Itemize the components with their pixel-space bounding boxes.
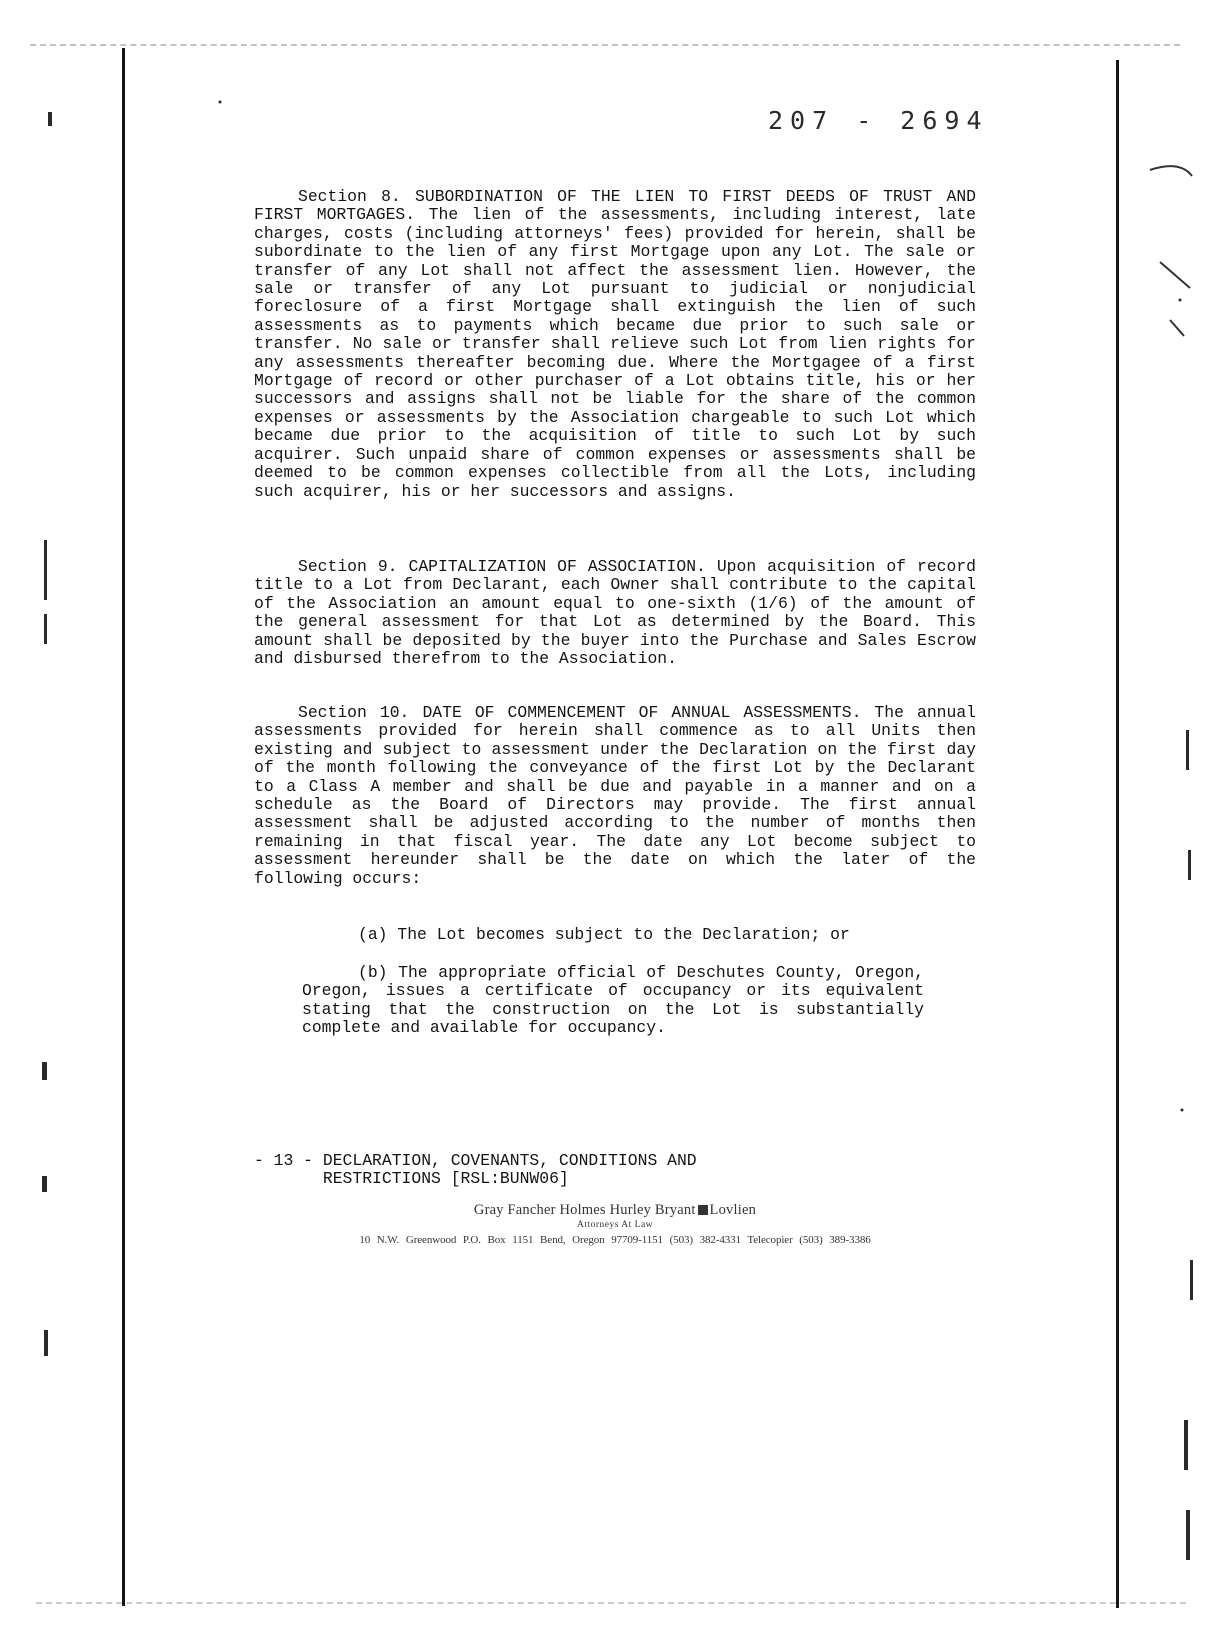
scan-bottom-edge (36, 1602, 1186, 1608)
left-border-line (122, 48, 125, 1606)
section-8-paragraph (254, 188, 976, 501)
firm-subtitle: Attorneys At Law (576, 1220, 654, 1230)
section-9-heading: Section 9. (298, 557, 398, 576)
section-8-text: SUBORDINATION OF THE LIEN TO FIRST DEEDS OF TRUST AND FIRST MORTGAGES. The lien of the assessments, including interest, late charges, costs (including attorneys' fees) provided for herein, shall be subordinate to the lien of any first Mortgage upon any Lot. The sale or transfer of any Lot shall not affect the assessment lien. However, the sale or transfer of any Lot pursuant to judicial or nonjudicial foreclosure of a first Mortgage shall extinguish the lien of such assessments as to payments which became due prior to such sale or transfer. No sale or transfer shall relieve such Lot from lien rights for any assessments thereafter becoming due. Where the Mortgagee of a first Mortgage of record or other purchaser of a Lot obtains title, his or her successors and assigns shall not be liable for the share of the common expenses or assessments by the Association chargeable to such Lot which became due prior to the acquisition of title to such Lot by such acquirer. Such unpaid share of common expenses or assessments shall be deemed to be common expenses collectible from all the Lots, including such acquirer, his or her successors and assigns. (254, 187, 976, 501)
section-10-paragraph (254, 704, 976, 888)
item-b-paragraph (302, 964, 924, 1038)
ampersand-box-icon (698, 1205, 708, 1215)
item-a-label: (a) (358, 925, 388, 944)
item-b-label: (b) (358, 963, 388, 982)
section-10-text: DATE OF COMMENCEMENT OF ANNUAL ASSESSMENTS. The annual assessments provided for herein shall commence as to all Units then existing and subject to assessment under the Declaration on the first day of the month following the conveyance of the first Lot by the Declarant to a Class A member and shall be due and payable in a manner and on a schedule as the Board of Directors may provide. The first annual assessment shall be adjusted according to the number of months then remaining in that fiscal year. The date any Lot become subject to assessment hereunder shall be the date on which the later of the following occurs: (254, 703, 976, 888)
page-footer-reference (254, 1152, 697, 1189)
firm-address: 10 N.W. Greenwood P.O. Box 1151 Bend, Oregon 97709-1151 (503) 382-4331 Telecopier (503) 389-3386 (359, 1234, 871, 1246)
law-firm-letterhead (330, 1202, 900, 1246)
item-a-text: The Lot becomes subject to the Declaration; or (397, 925, 850, 944)
footer-ref-line-1: - 13 - DECLARATION, COVENANTS, CONDITIONS AND (254, 1151, 697, 1170)
item-b-text: The appropriate official of Deschutes County, Oregon, Oregon, issues a certificate of occupancy or its equivalent stating that the construction on the Lot is substantially complete and available for occupancy. (302, 963, 924, 1038)
firm-name (330, 1202, 900, 1219)
section-10-heading: Section 10. (298, 703, 410, 722)
section-8-heading: Section 8. (298, 187, 401, 206)
footer-ref-line-2: RESTRICTIONS [RSL:BUNW06] (254, 1169, 569, 1189)
scan-top-edge (30, 44, 1180, 52)
firm-name-part-2: Lovlien (709, 1202, 757, 1218)
section-9-paragraph (254, 558, 976, 668)
firm-name-part-1: Gray Fancher Holmes Hurley Bryant (473, 1202, 696, 1218)
page-stamp-number: 207 - 2694 (768, 106, 989, 135)
right-border-line (1116, 60, 1119, 1608)
section-9-text: CAPITALIZATION OF ASSOCIATION. Upon acquisition of record title to a Lot from Declarant, each Owner shall contribute to the capital of the Association an amount equal to one-sixth (1/6) of the amount of the general assessment for that Lot as determined by the Board. This amount shall be deposited by the buyer into the Purchase and Sales Escrow and disbursed therefrom to the Association. (254, 557, 976, 669)
item-a-paragraph (358, 926, 958, 944)
